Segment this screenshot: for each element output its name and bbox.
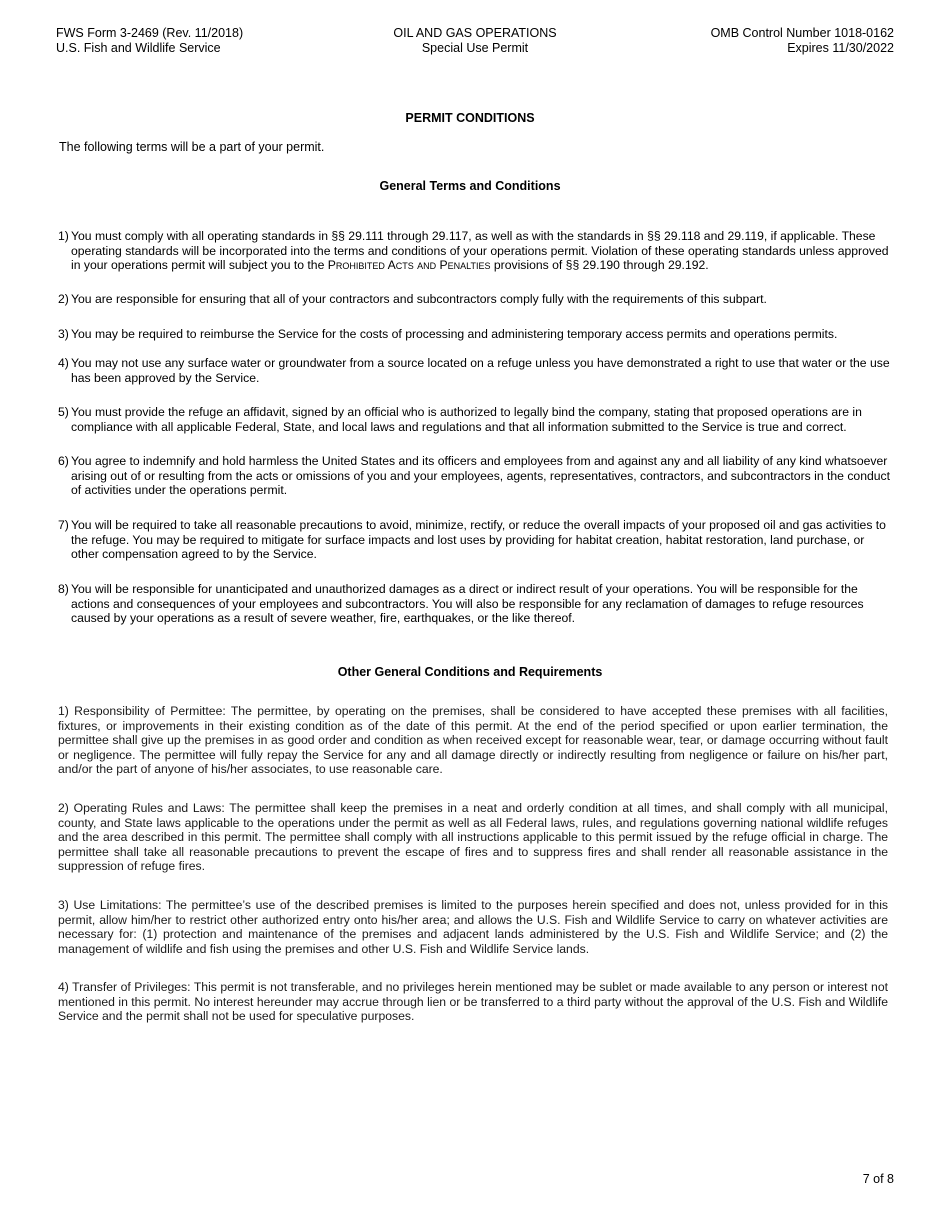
term-text: You will be responsible for unanticipated and unauthorized damages as a direct or indirect result of your operations. You will be responsible for the actions and consequences of your employees and subcontractors. You will also be responsible for any reclamation of damages to refuge resources caused by your operations as a result of severe weather, fire, earthquakes, or the like thereof. bbox=[71, 582, 864, 626]
term-text: You will be required to take all reasonable precautions to avoid, minimize, rectify, or reduce the overall impacts of your proposed oil and gas activities to the refuge. You may be required to mitigate for surface impacts and lost uses by providing for habitat creation, habitat restoration, land purchase, or other compensation agreed to by the Service. bbox=[71, 518, 886, 562]
term-text: You agree to indemnify and hold harmless the United States and its officers and employees from and against any and all liability of any kind whatsoever arising out of or resulting from the acts or omissions of you and your employees, agents, representatives, contractors, and subcontractors in the conduct of activities under the operations permit. bbox=[71, 454, 891, 498]
other-condition-2: 2) Operating Rules and Laws: The permittee shall keep the premises in a neat and orderly condition at all times, and shall comply with all municipal, county, and State laws applicable to the operations under the permit as well as all Federal laws, rules, and regulations governing national wildlife refuges and the area described in this permit. The permittee shall comply with all instructions applicable to this permit issued by the refuge official in charge. The permittee shall take all reasonable precautions to prevent the escape of fires and to suppress fires and shall render all reasonable assistance in the suppression of refuge fires. bbox=[58, 801, 888, 874]
term-number: 1) bbox=[58, 229, 69, 243]
term-number: 8) bbox=[58, 582, 69, 596]
program-title: OIL AND GAS OPERATIONS bbox=[393, 26, 557, 40]
general-term-4 bbox=[58, 356, 894, 385]
term-text-end: provisions of §§ 29.190 through 29.192. bbox=[490, 258, 709, 273]
agency-name: U.S. Fish and Wildlife Service bbox=[56, 41, 221, 55]
term-text: You may be required to reimburse the Service for the costs of processing and administering temporary access permits and operations permits. bbox=[71, 327, 838, 341]
other-conditions-heading: Other General Conditions and Requirements bbox=[337, 665, 603, 679]
general-term-5 bbox=[58, 405, 894, 434]
general-term-8 bbox=[58, 582, 894, 626]
general-terms-heading: General Terms and Conditions bbox=[379, 179, 561, 193]
expiration-date: Expires 11/30/2022 bbox=[787, 41, 894, 55]
term-text-smallcaps: Prohibited Acts and Penalties bbox=[327, 258, 491, 273]
general-term-7 bbox=[58, 518, 894, 562]
intro-text: The following terms will be a part of your permit. bbox=[59, 140, 325, 154]
term-number: 6) bbox=[58, 454, 69, 468]
general-term-3 bbox=[58, 327, 894, 342]
term-number: 4) bbox=[58, 356, 69, 370]
term-text: You may not use any surface water or groundwater from a source located on a refuge unless you have demonstrated a right to use that water or the use has been approved by the Service. bbox=[71, 356, 890, 385]
permit-type: Special Use Permit bbox=[421, 41, 529, 55]
term-number: 3) bbox=[58, 327, 69, 341]
other-condition-3: 3) Use Limitations: The permittee’s use of the described premises is limited to the purposes herein specified and does not, unless provided for in this permit, allow him/her to restrict other authorized entry onto his/her area; and allows the U.S. Fish and Wildlife Service to carry on whatever activities are necessary for: (1) protection and maintenance of the premises and adjacent lands administered by the U.S. Fish and Wildlife Service; and (2) the management of wildlife and fish using the premises and other U.S. Fish and Wildlife Service lands. bbox=[58, 898, 888, 956]
omb-control-number: OMB Control Number 1018-0162 bbox=[710, 26, 894, 40]
term-text: You must provide the refuge an affidavit, signed by an official who is authorized to legally bind the company, stating that proposed operations are in compliance with all applicable Federal, State, and local laws and regulations and that all information submitted to the Service is true and correct. bbox=[71, 405, 862, 434]
page-title: PERMIT CONDITIONS bbox=[405, 111, 535, 125]
general-term-2 bbox=[58, 292, 894, 307]
term-number: 7) bbox=[58, 518, 69, 532]
general-term-1 bbox=[58, 229, 894, 273]
header-right bbox=[711, 26, 894, 56]
form-number: FWS Form 3-2469 (Rev. 11/2018) bbox=[56, 26, 244, 40]
term-text: You must comply with all operating standards in §§ 29.111 through 29.117, as well as with the standards in §§ 29.118 and 29.119, if applicable. These operating standards will be incorporated into the terms and conditions of your operations permit. Violation of these operating standards unless approved in your operations permit will subject you to the bbox=[71, 229, 889, 273]
term-number: 5) bbox=[58, 405, 69, 419]
general-term-6 bbox=[58, 454, 894, 498]
term-text: You are responsible for ensuring that all of your contractors and subcontractors comply fully with the requirements of this subpart. bbox=[71, 292, 767, 306]
term-number: 2) bbox=[58, 292, 69, 306]
other-condition-1: 1) Responsibility of Permittee: The permittee, by operating on the premises, shall be considered to have accepted these premises with all facilities, fixtures, or improvements in their existing condition as of the date of this permit. At the end of the period specified or upon earlier termination, the permittee shall give up the premises in as good order and condition as when received except for reasonable wear, tear, or damage occurring without fault or negligence. The permittee will fully repay the Service for any and all damage directly or indirectly resulting from negligence or failure on his/her part, and/or the part of anyone of his/her associates, to use reasonable care. bbox=[58, 704, 888, 777]
page-number: 7 of 8 bbox=[862, 1172, 894, 1186]
other-condition-4: 4) Transfer of Privileges: This permit is not transferable, and no privileges herein mentioned may be sublet or made available to any person or interest not mentioned in this permit. No interest hereunder may accrue through lien or be transferred to a third party without the approval of the U.S. Fish and Wildlife Service and the permit shall not be used for speculative purposes. bbox=[58, 980, 888, 1024]
